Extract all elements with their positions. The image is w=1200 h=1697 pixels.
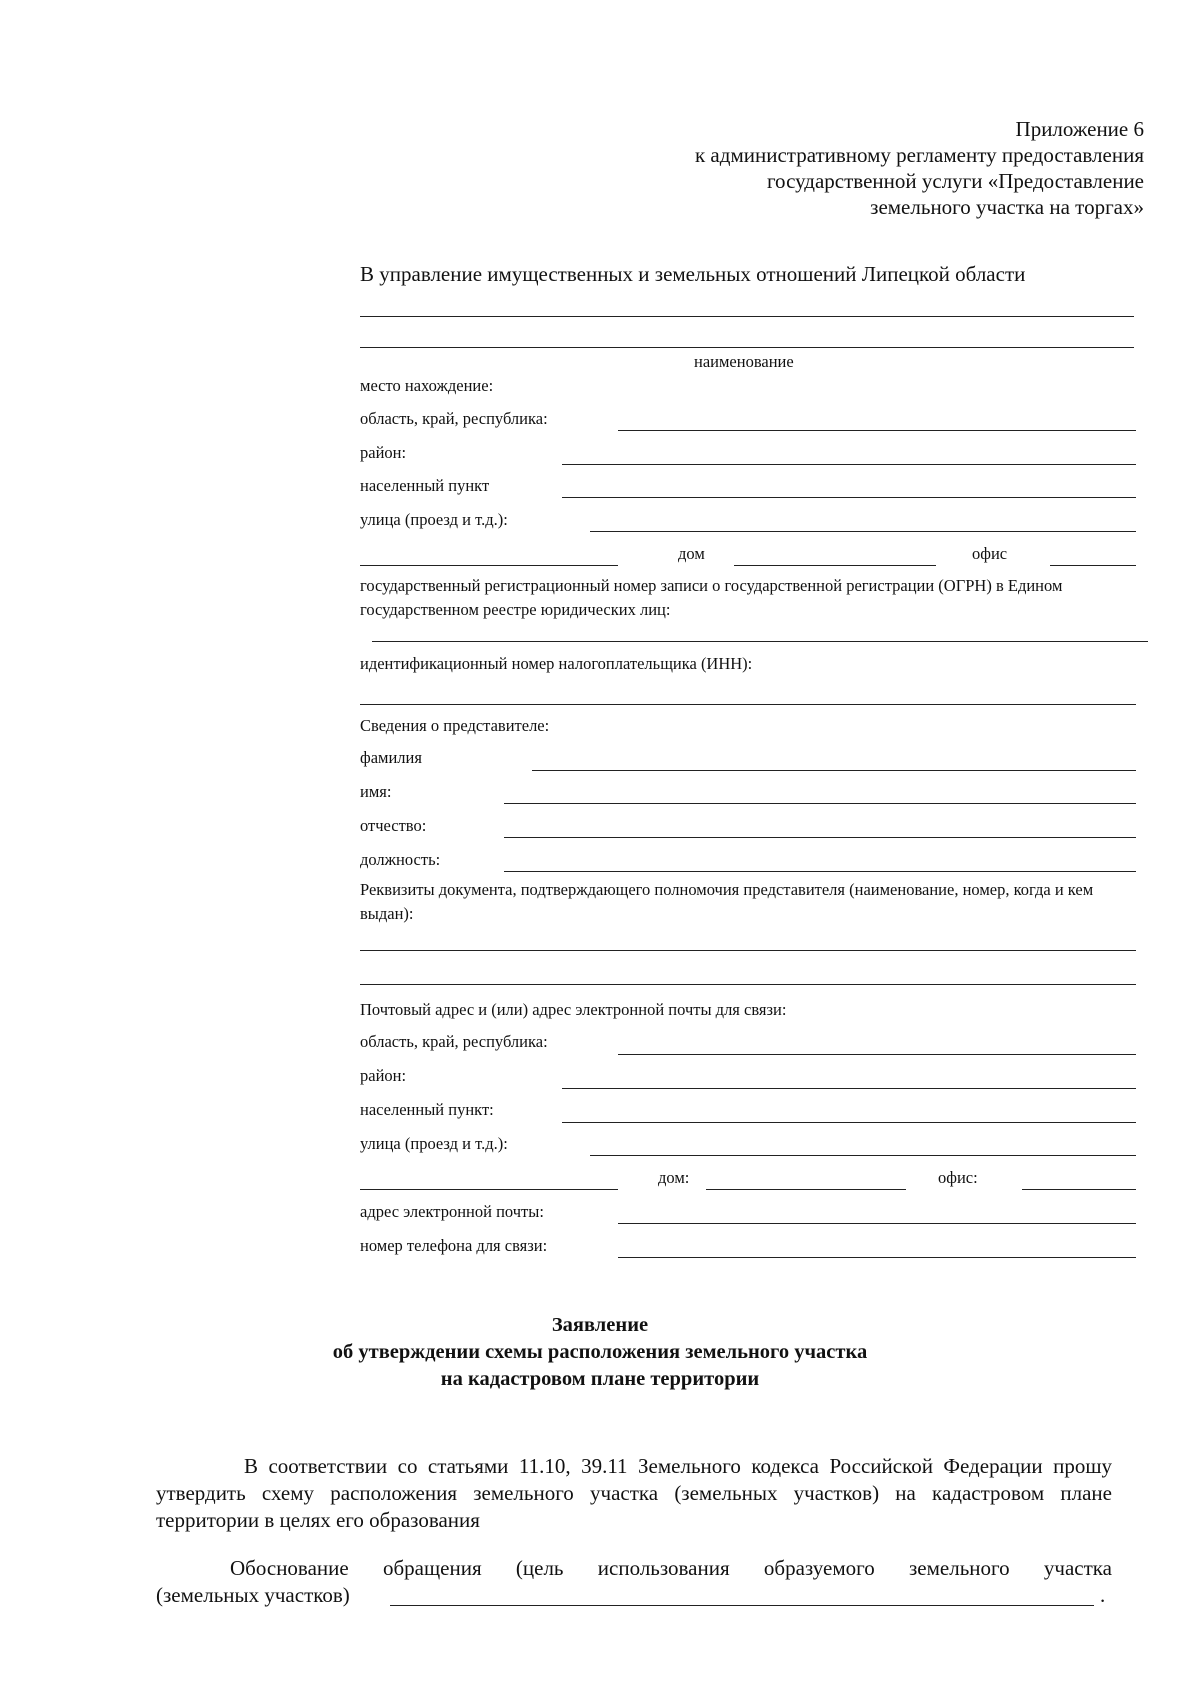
representative-document-field-1[interactable] bbox=[360, 950, 1136, 951]
location-office-field[interactable] bbox=[1050, 565, 1136, 566]
postal-email-field[interactable] bbox=[618, 1223, 1136, 1224]
postal-house-label: дом: bbox=[658, 1168, 690, 1187]
location-office-label: офис bbox=[972, 544, 1008, 563]
postal-locality-field[interactable] bbox=[562, 1122, 1136, 1123]
postal-house-field[interactable] bbox=[706, 1189, 906, 1190]
representative-heading: Сведения о представителе: bbox=[360, 716, 550, 735]
location-street-field[interactable] bbox=[590, 531, 1136, 532]
statement-paragraph-2-line-1: Обоснование обращения (цель использования образуемого земельного участка bbox=[230, 1556, 1112, 1580]
statement-title-line: об утверждении схемы расположения земельного участка bbox=[332, 1341, 868, 1363]
representative-surname-field[interactable] bbox=[532, 770, 1136, 771]
location-district-label: район: bbox=[360, 443, 407, 462]
addressee: В управление имущественных и земельных отношений Липецкой области bbox=[360, 262, 1026, 286]
inn-field[interactable] bbox=[360, 704, 1136, 705]
representative-patronymic-field[interactable] bbox=[504, 837, 1136, 838]
postal-locality-label: населенный пункт: bbox=[360, 1100, 494, 1119]
location-street-label: улица (проезд и т.д.): bbox=[360, 510, 508, 529]
location-district-field[interactable] bbox=[562, 464, 1136, 465]
appendix-line: к административному регламенту предоставления bbox=[694, 143, 1144, 167]
statement-paragraph-1: В соответствии со статьями 11.10, 39.11 Земельного кодекса Российской Федерации прошу утвердить схему расположения земельного участка (земельных участков) на кадастровом плане территории в целях его образования bbox=[156, 1454, 1112, 1532]
representative-position-field[interactable] bbox=[504, 871, 1136, 872]
appendix-line: земельного участка на торгах» bbox=[870, 195, 1144, 219]
postal-region-label: область, край, республика: bbox=[360, 1032, 548, 1051]
location-street-field-cont[interactable] bbox=[360, 565, 618, 566]
postal-office-label: офис: bbox=[938, 1168, 978, 1187]
representative-name-label: имя: bbox=[360, 782, 392, 801]
postal-phone-field[interactable] bbox=[618, 1257, 1136, 1258]
statement-paragraph-2-end: . bbox=[1100, 1583, 1106, 1607]
representative-name-field[interactable] bbox=[504, 803, 1136, 804]
applicant-name-field-1[interactable] bbox=[360, 316, 1134, 317]
statement-title-line: на кадастровом плане территории bbox=[440, 1368, 760, 1390]
postal-phone-label: номер телефона для связи: bbox=[360, 1236, 548, 1255]
location-region-field[interactable] bbox=[618, 430, 1136, 431]
postal-office-field[interactable] bbox=[1022, 1189, 1136, 1190]
representative-position-label: должность: bbox=[360, 850, 441, 869]
statement-title-line: Заявление bbox=[551, 1314, 649, 1336]
location-house-field[interactable] bbox=[734, 565, 936, 566]
postal-heading: Почтовый адрес и (или) адрес электронной почты для связи: bbox=[360, 1000, 787, 1019]
location-region-label: область, край, республика: bbox=[360, 409, 548, 428]
postal-street-label: улица (проезд и т.д.): bbox=[360, 1134, 508, 1153]
representative-document-label: Реквизиты документа, подтверждающего полномочия представителя (наименование, номер, когда и кем выдан): bbox=[360, 880, 1094, 923]
representative-surname-label: фамилия bbox=[360, 748, 422, 767]
postal-email-label: адрес электронной почты: bbox=[360, 1202, 544, 1221]
ogrn-field[interactable] bbox=[372, 641, 1148, 642]
representative-document-field-2[interactable] bbox=[360, 984, 1136, 985]
location-house-label: дом bbox=[678, 544, 705, 563]
postal-district-field[interactable] bbox=[562, 1088, 1136, 1089]
appendix-header bbox=[504, 116, 1144, 220]
applicant-name-field-2[interactable] bbox=[360, 347, 1134, 348]
postal-district-label: район: bbox=[360, 1066, 407, 1085]
name-caption: наименование bbox=[694, 352, 794, 371]
appendix-line: государственной услуги «Предоставление bbox=[766, 169, 1144, 193]
representative-patronymic-label: отчество: bbox=[360, 816, 427, 835]
appendix-line: Приложение 6 bbox=[1015, 117, 1144, 141]
location-locality-field[interactable] bbox=[562, 497, 1136, 498]
postal-region-field[interactable] bbox=[618, 1054, 1136, 1055]
ogrn-label: государственный регистрационный номер записи о государственной регистрации (ОГРН) в Едином государственном реестре юридических лиц: bbox=[360, 576, 1063, 619]
purpose-field[interactable] bbox=[390, 1605, 1094, 1606]
location-heading: место нахождение: bbox=[360, 376, 494, 395]
statement-paragraph-2-line-2: (земельных участков) bbox=[156, 1583, 350, 1607]
postal-street-field-cont[interactable] bbox=[360, 1189, 618, 1190]
inn-label: идентификационный номер налогоплательщика (ИНН): bbox=[360, 654, 753, 673]
postal-street-field[interactable] bbox=[590, 1155, 1136, 1156]
location-locality-label: населенный пункт bbox=[360, 476, 490, 495]
statement-title bbox=[0, 1312, 1200, 1393]
